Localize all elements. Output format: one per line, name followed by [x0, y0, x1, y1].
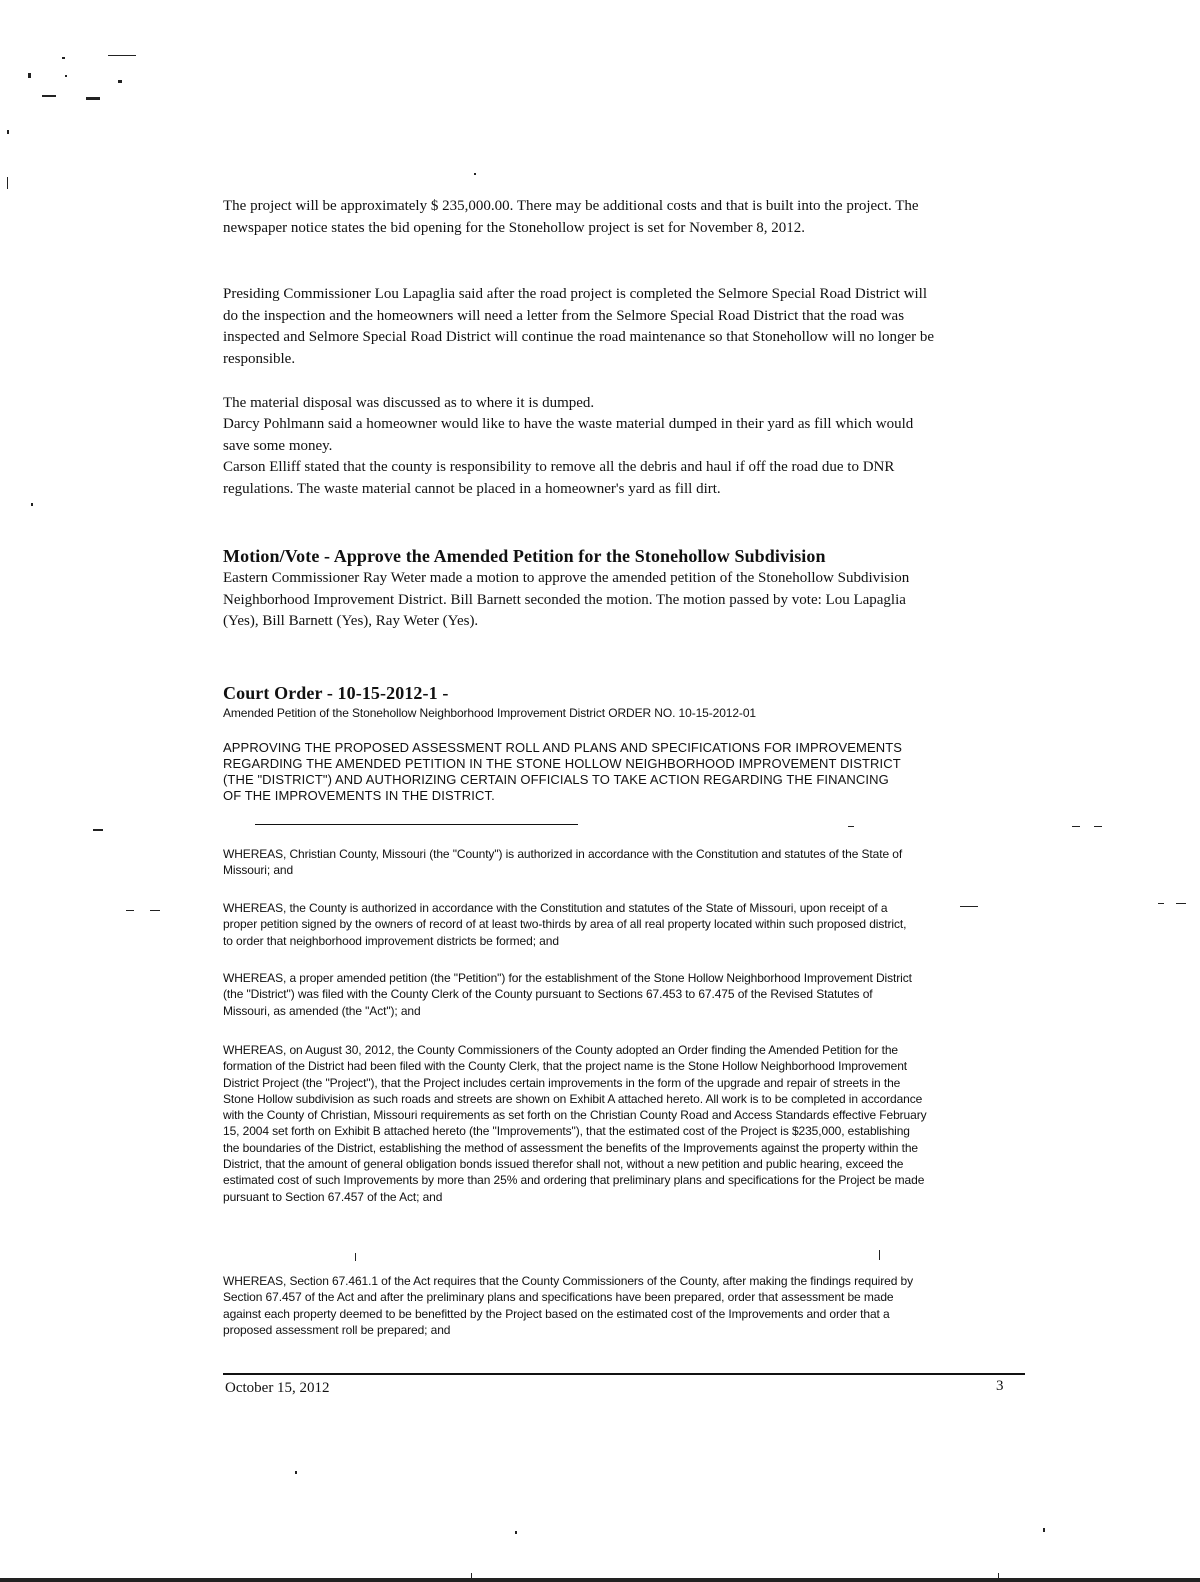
- footer-rule: [223, 1373, 1025, 1375]
- scan-mark: [108, 55, 136, 56]
- scan-mark: [93, 829, 103, 831]
- scan-mark: [126, 910, 134, 911]
- scan-mark: [86, 97, 100, 100]
- scan-mark: [28, 73, 31, 78]
- caption-divider: [255, 824, 578, 825]
- scan-mark: [1158, 903, 1164, 904]
- scan-mark: [7, 177, 8, 189]
- scan-mark: [474, 173, 476, 175]
- scan-mark: [1072, 826, 1080, 827]
- paragraph-pohlmann: Darcy Pohlmann said a homeowner would like to have the waste material dumped in their yard as fill which would save some money.: [223, 416, 914, 454]
- paragraph-project-cost: The project will be approximately $ 235,000.00. There may be additional costs and that is built into the project. The newspaper notice states the bid opening for the Stonehollow project is set for November 8, 2012.: [223, 198, 919, 236]
- scan-mark: [65, 75, 67, 77]
- motion-text: Eastern Commissioner Ray Weter made a motion to approve the amended petition of the Stonehollow Subdivision Neighborhood Improvement District. Bill Barnett seconded the motion. The motion passed by vote: Lou Lapaglia (Yes), Bill Barnett (Yes), Ray Weter (Yes).: [223, 570, 910, 629]
- court-order-caption: APPROVING THE PROPOSED ASSESSMENT ROLL AND PLANS AND SPECIFICATIONS FOR IMPROVEMENTS REGARDING THE AMENDED PETITION IN THE STONE HOLLOW NEIGHBORHOOD IMPROVEMENT DISTRICT (THE "DISTRICT") AND AUTHORIZING CERTAIN OFFICIALS TO TAKE ACTION REGARDING THE FINANCING OF THE IMPROVEMENTS IN THE DISTRICT.: [223, 740, 903, 803]
- page-number: 3: [996, 1378, 1004, 1394]
- scan-mark: [42, 95, 56, 97]
- scan-mark: [960, 906, 978, 907]
- paragraph-elliff: Carson Elliff stated that the county is responsibility to remove all the debris and haul if off the road due to DNR regulations. The waste material cannot be placed in a homeowner's yard as fill dirt.: [223, 459, 895, 497]
- whereas-clause-5: WHEREAS, Section 67.461.1 of the Act requires that the County Commissioners of the County, after making the findings required by Section 67.457 of the Act and after the preliminary plans and specifications have been prepared, order that assessment be made against each property deemed to be benefitted by the Project based on the estimated cost of the Improvements and order that a proposed assessment roll be prepared; and: [223, 1274, 914, 1337]
- whereas-clause-2: WHEREAS, the County is authorized in accordance with the Constitution and statutes of the State of Missouri, upon receipt of a proper petition signed by the owners of record of at least two-thirds by area of all real property located within such proposed district, to order that neighborhood improvement districts be formed; and: [223, 901, 907, 948]
- court-order-heading: Court Order - 10-15-2012-1 -: [223, 683, 449, 703]
- scan-mark: [7, 130, 9, 134]
- scan-mark: [848, 826, 854, 827]
- paragraph-road-district: Presiding Commissioner Lou Lapaglia said after the road project is completed the Selmore Special Road District will do the inspection and the homeowners will need a letter from the Selmore Special Road District that the road was inspected and Selmore Special Road District will continue the road maintenance so that Stonehollow will no longer be responsible.: [223, 286, 935, 367]
- scan-mark: [118, 80, 122, 83]
- scan-mark: [879, 1250, 880, 1260]
- scan-mark: [1043, 1528, 1045, 1532]
- court-order-subtitle: Amended Petition of the Stonehollow Neighborhood Improvement District ORDER NO. 10-15-2012-01: [223, 706, 756, 720]
- scan-mark: [1094, 826, 1102, 827]
- scan-mark: [1176, 903, 1186, 904]
- scan-mark: [355, 1253, 356, 1261]
- paragraph-material-disposal: The material disposal was discussed as to where it is dumped.: [223, 395, 595, 411]
- whereas-clause-1: WHEREAS, Christian County, Missouri (the "County") is authorized in accordance with the Constitution and statutes of the State of Missouri; and: [223, 847, 903, 878]
- footer-date: October 15, 2012: [225, 1380, 330, 1396]
- scan-mark: [295, 1471, 297, 1474]
- scan-mark: [515, 1531, 517, 1534]
- whereas-clause-4: WHEREAS, on August 30, 2012, the County Commissioners of the County adopted an Order finding the Amended Petition for the formation of the District had been filed with the County Clerk, that the project name is the Stone Hollow Neighborhood Improvement District Project (the "Project"), that the Project includes certain improvements in the form of the upgrade and repair of streets in the Stone Hollow subdivision as such roads and streets are shown on Exhibit A attached hereto. All work is to be completed in accordance with the County of Christian, Missouri requirements as set forth on the Christian County Road and Access Standards effective February 15, 2004 set forth on Exhibit B attached hereto (the "Improvements"), that the estimated cost of the Project is $235,000, establishing the boundaries of the District, establishing the method of assessment the benefits of the Improvements against the property within the District, that the amount of general obligation bonds issued therefor shall not, without a new petition and public hearing, exceed the estimated cost of such Improvements by more than 25% and ordering that preliminary plans and specifications for the Project be made pursuant to Section 67.457 of the Act; and: [223, 1043, 927, 1204]
- scan-mark: [150, 910, 160, 911]
- whereas-clause-3: WHEREAS, a proper amended petition (the "Petition") for the establishment of the Stone Hollow Neighborhood Improvement District (the "District") was filed with the County Clerk of the County pursuant to Sections 67.453 to 67.475 of the Revised Statutes of Missouri, as amended (the "Act"); and: [223, 971, 912, 1018]
- scan-mark: [62, 57, 65, 59]
- scan-mark: [31, 503, 33, 506]
- scan-mark: [0, 1578, 1200, 1582]
- motion-heading: Motion/Vote - Approve the Amended Petition for the Stonehollow Subdivision: [223, 546, 826, 566]
